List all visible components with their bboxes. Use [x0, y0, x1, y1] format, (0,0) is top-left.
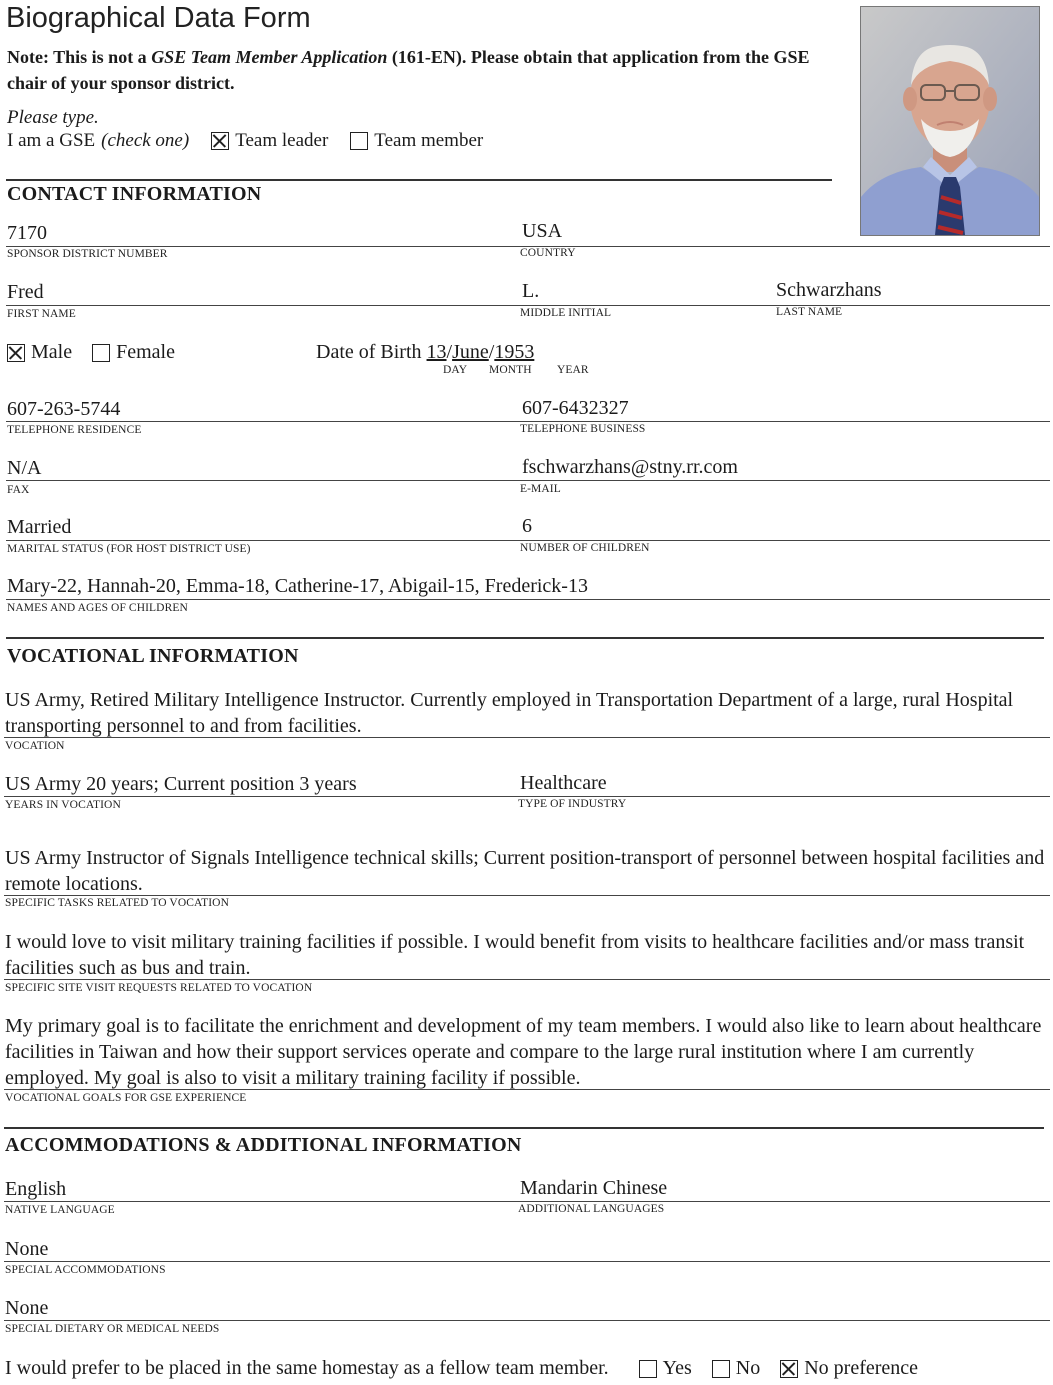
team-member-option[interactable]	[350, 130, 483, 152]
applicant-photo	[860, 6, 1040, 236]
additional-languages-field[interactable]: Mandarin Chinese	[520, 1177, 668, 1199]
homestay-no-checkbox[interactable]	[712, 1360, 730, 1378]
vocational-goals-label: VOCATIONAL GOALS FOR GSE EXPERIENCE	[5, 1092, 247, 1104]
team-leader-checkbox[interactable]	[211, 132, 229, 150]
number-of-children-label: NUMBER OF CHILDREN	[520, 542, 650, 554]
marital-status-field[interactable]: Married	[7, 516, 72, 538]
telephone-residence-field[interactable]: 607-263-5744	[7, 398, 121, 420]
sponsor-district-field[interactable]: 7170	[7, 222, 47, 244]
field-underline	[4, 1261, 1050, 1262]
please-type-instruction: Please type.	[7, 107, 99, 128]
specific-tasks-field[interactable]: US Army Instructor of Signals Intelligence technical skills; Current position-transport of personnel between hospital facilities and remote locations.	[5, 847, 1045, 895]
female-checkbox[interactable]	[92, 344, 110, 362]
vocational-section-heading: VOCATIONAL INFORMATION	[7, 645, 299, 667]
first-name-field[interactable]: Fred	[7, 281, 44, 303]
children-names-field[interactable]: Mary-22, Hannah-20, Emma-18, Catherine-17, Abigail-15, Frederick-13	[7, 575, 588, 597]
last-name-field[interactable]: Schwarzhans	[776, 279, 882, 301]
dob-day-label: DAY	[443, 364, 468, 376]
homestay-no-option[interactable]	[712, 1357, 760, 1380]
gse-role-selector	[7, 130, 483, 152]
divider	[4, 1127, 1044, 1129]
years-in-vocation-field[interactable]: US Army 20 years; Current position 3 years	[5, 773, 357, 795]
site-visit-requests-field[interactable]: I would love to visit military training facilities if possible. I would benefit from visits to healthcare facilities and/or mass transit facilities such as bus and train.	[5, 931, 1025, 979]
field-underline	[4, 1201, 1050, 1202]
field-underline	[4, 1320, 1050, 1321]
field-underline	[6, 540, 1050, 541]
telephone-business-label: TELEPHONE BUSINESS	[520, 423, 646, 435]
accommodations-section-heading: ACCOMMODATIONS & ADDITIONAL INFORMATION	[5, 1134, 522, 1156]
fax-label: FAX	[7, 484, 30, 496]
country-label: COUNTRY	[520, 247, 576, 259]
team-leader-option[interactable]	[211, 130, 328, 152]
homestay-no-preference-label: No preference	[804, 1357, 919, 1379]
number-of-children-field[interactable]: 6	[522, 515, 532, 537]
vocation-field[interactable]: US Army, Retired Military Intelligence Instructor. Currently employed in Transportation Department of a large, rural Hospital transporting personnel to and from facilities.	[5, 689, 1014, 737]
special-accommodations-label: SPECIAL ACCOMMODATIONS	[5, 1264, 166, 1276]
note-suffix: (161-EN). Please obtain that application from the GSE chair of your sponsor district.	[7, 47, 810, 93]
middle-initial-label: MIDDLE INITIAL	[520, 307, 612, 319]
native-language-label: NATIVE LANGUAGE	[5, 1204, 115, 1216]
dob-label: Date of Birth	[316, 341, 422, 363]
female-option[interactable]	[92, 341, 175, 364]
form-note	[7, 44, 837, 96]
middle-initial-field[interactable]: L.	[522, 280, 540, 302]
homestay-preference	[5, 1357, 918, 1380]
native-language-field[interactable]: English	[5, 1178, 67, 1200]
vocational-goals-field[interactable]: My primary goal is to facilitate the enrichment and development of my team members. I would also like to learn about healthcare facilities in Taiwan and how their support services operate and compare to the large rural institution where I am currently employed. My goal is also to visit a military training facility if possible.	[5, 1015, 1042, 1089]
specific-tasks-label: SPECIFIC TASKS RELATED TO VOCATION	[5, 897, 229, 909]
country-field[interactable]: USA	[522, 220, 563, 242]
note-prefix: Note: This is not a	[7, 47, 152, 67]
vocation-label: VOCATION	[5, 740, 65, 752]
field-underline	[4, 737, 1050, 738]
field-underline	[6, 599, 1050, 600]
email-label: E-MAIL	[520, 483, 561, 495]
dob-year-label: YEAR	[557, 364, 589, 376]
field-underline	[6, 480, 1050, 481]
fax-field[interactable]: N/A	[7, 457, 42, 479]
first-name-label: FIRST NAME	[7, 308, 76, 320]
gender-selector	[7, 341, 175, 364]
special-accommodations-field[interactable]: None	[5, 1238, 49, 1260]
male-checkbox[interactable]	[7, 344, 25, 362]
dob-year-field[interactable]: 1953	[494, 341, 535, 363]
male-option[interactable]	[7, 341, 72, 364]
team-leader-label: Team leader	[235, 130, 329, 151]
portrait-image	[861, 7, 1039, 235]
type-of-industry-field[interactable]: Healthcare	[520, 772, 607, 794]
homestay-no-label: No	[735, 1357, 761, 1379]
dob-month-field[interactable]: June	[452, 341, 489, 363]
dietary-medical-label: SPECIAL DIETARY OR MEDICAL NEEDS	[5, 1323, 220, 1335]
children-names-label: NAMES AND AGES OF CHILDREN	[7, 602, 188, 614]
dob-day-field[interactable]: 13	[426, 341, 447, 363]
female-label: Female	[116, 341, 175, 363]
divider	[6, 179, 832, 181]
divider	[6, 637, 1044, 639]
homestay-no-preference-option[interactable]	[780, 1357, 918, 1380]
date-of-birth: Date of Birth 13/June/1953	[316, 341, 535, 363]
male-label: Male	[31, 341, 73, 363]
marital-status-label: MARITAL STATUS (FOR HOST DISTRICT USE)	[7, 543, 251, 555]
gse-paren: (check one)	[101, 130, 190, 151]
team-member-checkbox[interactable]	[350, 132, 368, 150]
type-of-industry-label: TYPE OF INDUSTRY	[518, 798, 627, 810]
field-underline	[4, 796, 1050, 797]
contact-section-heading: CONTACT INFORMATION	[7, 183, 262, 205]
team-member-label: Team member	[374, 130, 484, 151]
field-underline	[6, 421, 1050, 422]
homestay-yes-option[interactable]	[639, 1357, 692, 1380]
form-title: Biographical Data Form	[6, 2, 311, 34]
email-field[interactable]: fschwarzhans@stny.rr.com	[522, 456, 738, 478]
dietary-medical-field[interactable]: None	[5, 1297, 49, 1319]
field-underline	[4, 1089, 1050, 1090]
years-in-vocation-label: YEARS IN VOCATION	[5, 799, 121, 811]
note-italic: GSE Team Member Application	[151, 47, 388, 67]
homestay-yes-label: Yes	[662, 1357, 692, 1379]
homestay-question: I would prefer to be placed in the same homestay as a fellow team member.	[5, 1357, 609, 1379]
telephone-residence-label: TELEPHONE RESIDENCE	[7, 424, 142, 436]
gse-prompt: I am a GSE	[7, 130, 96, 151]
field-underline	[4, 979, 1050, 980]
dob-month-label: MONTH	[489, 364, 532, 376]
field-underline	[4, 895, 1050, 896]
homestay-yes-checkbox[interactable]	[639, 1360, 657, 1378]
telephone-business-field[interactable]: 607-6432327	[522, 397, 629, 419]
homestay-no-preference-checkbox[interactable]	[780, 1360, 798, 1378]
field-underline	[6, 305, 1050, 306]
additional-languages-label: ADDITIONAL LANGUAGES	[518, 1203, 665, 1215]
sponsor-district-label: SPONSOR DISTRICT NUMBER	[7, 248, 168, 260]
site-visit-requests-label: SPECIFIC SITE VISIT REQUESTS RELATED TO VOCATION	[5, 982, 313, 994]
last-name-label: LAST NAME	[776, 306, 843, 318]
